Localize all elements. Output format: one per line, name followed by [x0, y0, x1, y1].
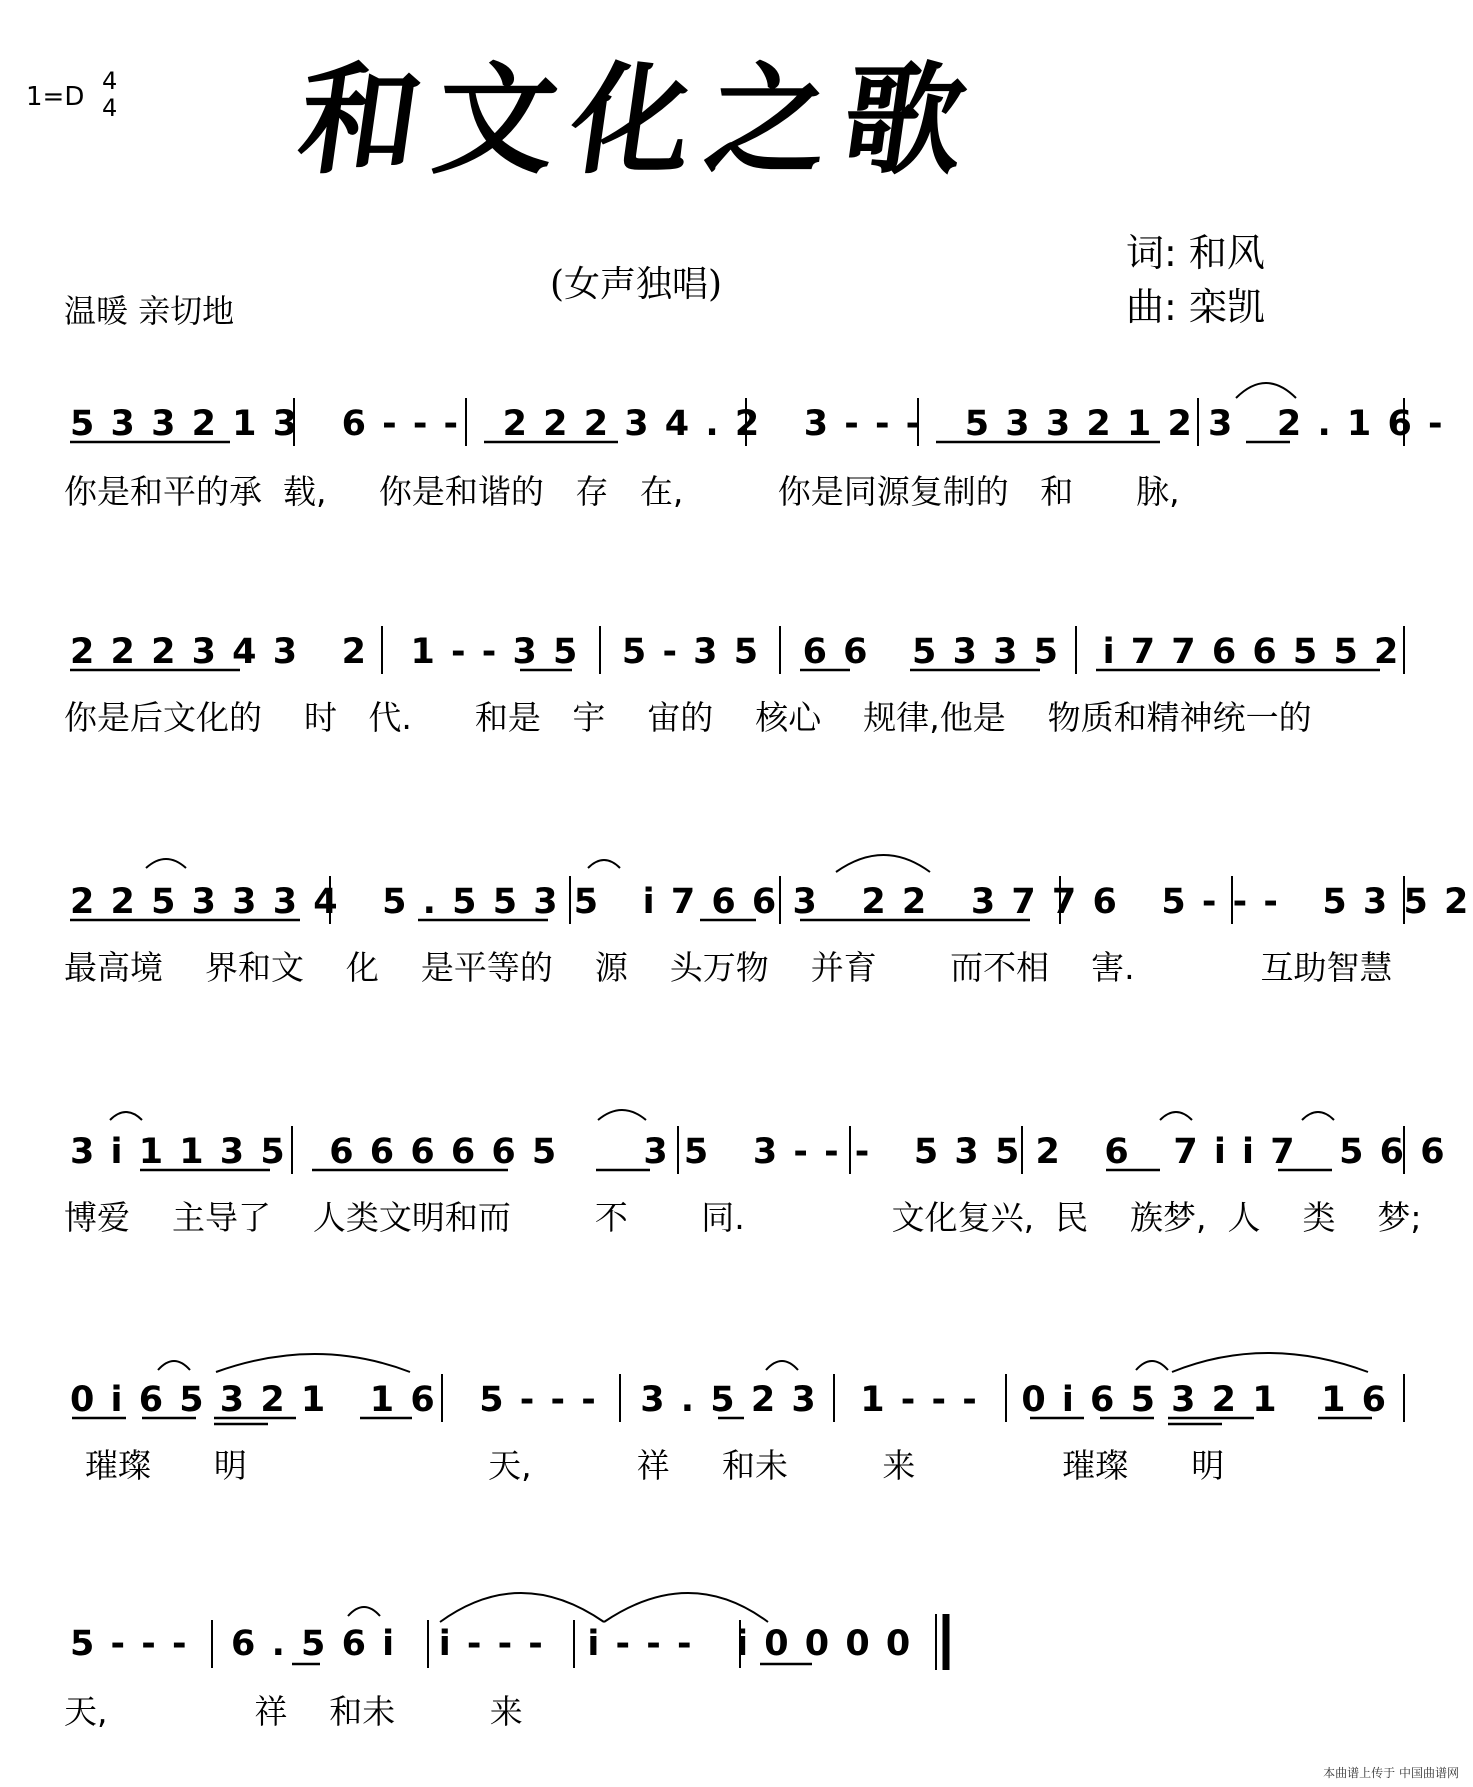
notation-line-3: 2 2 5 3 3 3 4 5 . 5 5 3 5 i 7 6 6 3 2 2 3 7 7 6 5 - - - 5 3 5 2 — [70, 882, 1471, 922]
slur — [440, 1593, 604, 1622]
slur — [598, 1110, 646, 1120]
slur — [146, 859, 186, 868]
slur — [766, 1361, 798, 1370]
slur — [1172, 1353, 1368, 1372]
notation-line-6: 5 - - - 6 . 5 6 i i - - - i - - - i 0 0 0 0 — [70, 1624, 913, 1664]
slur — [216, 1354, 410, 1372]
song-subtitle: (女声独唱) — [550, 264, 723, 305]
lyrics-line-3: 最高境 界和文 化 是平等的 源 头万物 并育 而不相 害. 互助智慧 — [64, 948, 1393, 987]
composer-credit: 曲: 栾凯 — [1126, 285, 1265, 329]
footer-watermark: 本曲谱上传于 中国曲谱网 — [1323, 1766, 1459, 1780]
key-label: 1=D — [26, 82, 85, 112]
slur — [836, 855, 930, 872]
song-title: 和文化之歌 — [290, 50, 990, 191]
lyrics-line-5: 璀璨 明 天, 祥 和未 来 璀璨 明 — [64, 1446, 1225, 1485]
notation-line-4: 3 i 1 1 3 5 6 6 6 6 6 5 3 5 3 - - - 5 3 5 2 6 7 i i 7 5 6 6 — [70, 1132, 1447, 1172]
lyrics-line-2: 你是后文化的 时 代. 和是 宇 宙的 核心 规律,他是 物质和精神统一的 — [64, 698, 1312, 737]
slur — [158, 1361, 190, 1370]
slur — [1160, 1112, 1192, 1120]
lyrics-line-1: 你是和平的承 载, 你是和谐的 存 在, 你是同源复制的 和 脉, — [64, 472, 1180, 511]
slur — [588, 860, 620, 868]
lyrics-line-4: 博爱 主导了 人类文明和而 不 同. 文化复兴, 民 族梦, 人 类 梦; — [64, 1198, 1422, 1237]
slur — [1136, 1361, 1168, 1370]
time-bottom: 4 — [102, 94, 118, 122]
tempo-marking: 温暖 亲切地 — [64, 292, 235, 330]
notation-line-1: 5 3 3 2 1 3 6 - - - 2 2 2 3 4 . 2 3 - - - 5 3 3 2 1 2 3 2 . 1 6 - — [70, 404, 1445, 444]
time-top: 4 — [102, 67, 118, 95]
slur — [1302, 1112, 1334, 1120]
notation-line-5: 0 i 6 5 3 2 1 1 6 5 - - - 3 . 5 2 3 1 - - - 0 i 6 5 3 2 1 1 6 — [70, 1380, 1388, 1420]
slur — [604, 1593, 768, 1622]
slur — [1236, 383, 1296, 398]
lyrics-line-6: 天, 祥 和未 来 — [64, 1692, 523, 1731]
slur — [348, 1607, 380, 1616]
notation-line-2: 2 2 2 3 4 3 2 1 - - 3 5 5 - 3 5 6 6 5 3 3 5 i 7 7 6 6 5 5 2 — [70, 632, 1401, 672]
lyricist-credit: 词: 和风 — [1126, 231, 1265, 275]
slur — [110, 1112, 142, 1120]
